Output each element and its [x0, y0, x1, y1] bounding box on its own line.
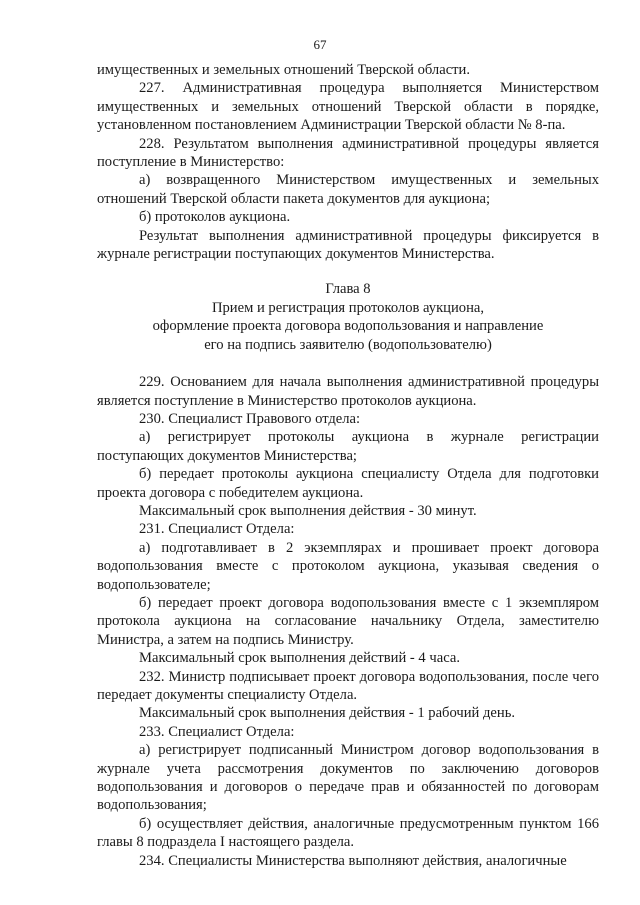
paragraph: б) передает протоколы аукциона специалисту Отдела для подготовки проекта договора с победителем аукциона.	[97, 466, 599, 501]
paragraph: а) регистрирует подписанный Министром договор водопользования в журнале учета рассмотрения документов по заключению договоров водопользования и договоров о передаче прав и обязанностей по договорам водопользования;	[97, 742, 599, 814]
paragraph: 229. Основанием для начала выполнения административной процедуры является поступление в Министерство протоколов аукциона.	[97, 374, 599, 409]
paragraph: Максимальный срок выполнения действия - 30 минут.	[139, 502, 477, 519]
chapter-heading-line: Прием и регистрация протоколов аукциона,	[211, 299, 485, 316]
paragraph: имущественных и земельных отношений Тверской области.	[97, 62, 471, 78]
chapter-heading	[97, 299, 599, 354]
paragraph: 231. Специалист Отдела:	[139, 521, 295, 538]
paragraph: 233. Специалист Отдела:	[139, 723, 295, 740]
paragraph: а) подготавливает в 2 экземплярах и прошивает проект договора водопользования вместе с протоколом аукциона, указывая сведения о водопользователе;	[97, 539, 599, 593]
section-before-chapter	[97, 61, 599, 263]
paragraph: 234. Специалисты Министерства выполняют действия, аналогичные	[139, 852, 567, 869]
page-number: 67	[313, 37, 327, 52]
section-after-chapter	[97, 373, 599, 870]
paragraph: а) возвращенного Министерством имущественных и земельных отношений Тверской области пакета документов для аукциона;	[97, 172, 599, 207]
paragraph: Результат выполнения административной процедуры фиксируется в журнале регистрации поступающих документов Министерства.	[97, 227, 599, 263]
paragraph: Максимальный срок выполнения действия - 1 рабочий день.	[139, 705, 516, 722]
paragraph: 227. Административная процедура выполняется Министерством имущественных и земельных отношений Тверской области в порядке, установленном постановлением Администрации Тверской области № 8-па.	[97, 80, 599, 134]
paragraph: 228. Результатом выполнения административной процедуры является поступление в Министерство:	[97, 135, 599, 171]
document-body	[97, 61, 599, 870]
paragraph: 230. Специалист Правового отдела:	[139, 410, 361, 427]
chapter-heading-line: его на подпись заявителю (водопользователю)	[204, 336, 492, 353]
paragraph: б) протоколов аукциона.	[139, 209, 291, 226]
paragraph: а) регистрирует протоколы аукциона в журнале регистрации поступающих документов Министерства;	[97, 429, 599, 464]
paragraph: 232. Министр подписывает проект договора водопользования, после чего передает документы специалисту Отдела.	[97, 668, 599, 703]
paragraph: б) передает проект договора водопользования вместе с 1 экземпляром протокола аукциона на согласование начальнику Отдела, заместителю Министра, а затем на подпись Министру.	[97, 594, 599, 648]
chapter-heading-line: оформление проекта договора водопользования и направление	[152, 318, 544, 335]
paragraph: Максимальный срок выполнения действий - 4 часа.	[139, 650, 460, 667]
paragraph: б) осуществляет действия, аналогичные предусмотренным пунктом 166 главы 8 подраздела I настоящего раздела.	[97, 815, 599, 851]
chapter-title: Глава 8	[325, 281, 371, 298]
